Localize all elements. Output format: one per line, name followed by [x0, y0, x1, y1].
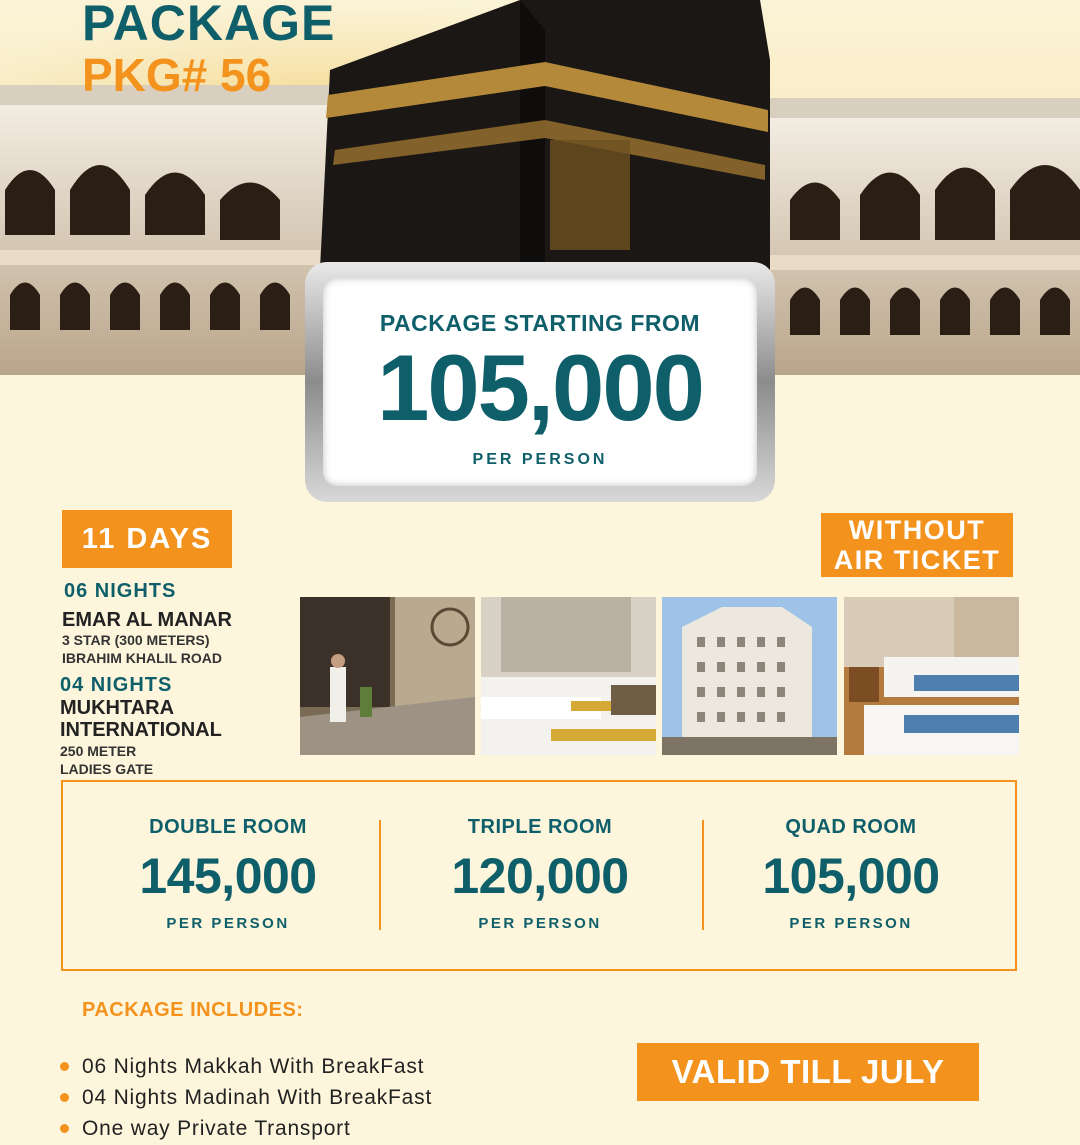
- room-name: TRIPLE ROOM: [467, 816, 613, 838]
- room-per: PER PERSON: [166, 915, 290, 932]
- makkah-hotel-detail: IBRAHIM KHALIL ROAD: [62, 650, 222, 666]
- room-price: 120,000: [451, 848, 629, 904]
- room-name: QUAD ROOM: [785, 816, 917, 838]
- madinah-nights: 04 NIGHTS: [60, 674, 173, 696]
- hotel-building-photo: [662, 597, 837, 755]
- hotel-lobby-photo: [300, 597, 475, 755]
- makkah-hotel-detail: 3 STAR (300 METERS): [62, 632, 210, 648]
- madinah-hotel-detail: 250 METER: [60, 743, 137, 759]
- hotel-photos: [300, 597, 1020, 755]
- starting-price-panel: [323, 278, 757, 486]
- list-item: [60, 1083, 432, 1114]
- room-name: DOUBLE ROOM: [149, 816, 307, 838]
- without-ticket-line2: AIR TICKET: [833, 545, 1001, 575]
- room-prices-panel: [61, 780, 1017, 971]
- quad-room-price: [701, 782, 1001, 969]
- include-text: 04 Nights Madinah With BreakFast: [82, 1086, 433, 1109]
- room-price: 105,000: [762, 848, 940, 904]
- include-text: 06 Nights Makkah With BreakFast: [82, 1055, 425, 1078]
- makkah-hotel-name: EMAR AL MANAR: [62, 609, 232, 631]
- divider: [379, 820, 381, 930]
- room-per: PER PERSON: [789, 915, 913, 932]
- without-ticket-line1: WITHOUT: [848, 515, 986, 545]
- starting-price-per: PER PERSON: [472, 451, 608, 468]
- without-air-ticket-badge: [821, 513, 1013, 577]
- list-item: [60, 1052, 432, 1083]
- starting-price-label: PACKAGE STARTING FROM: [379, 310, 701, 336]
- package-code: PKG# 56: [82, 49, 272, 101]
- validity-badge: VALID TILL JULY: [637, 1043, 979, 1101]
- room-price: 145,000: [139, 848, 317, 904]
- package-includes-list: [60, 1052, 432, 1145]
- madinah-hotel-detail: LADIES GATE: [60, 761, 154, 777]
- double-room-price: [78, 782, 378, 969]
- room-per: PER PERSON: [478, 915, 602, 932]
- hotel-room-photo: [481, 597, 656, 755]
- starting-price-box: [305, 262, 775, 502]
- madinah-hotel-info: [60, 674, 222, 777]
- package-title: PACKAGE: [82, 0, 336, 51]
- makkah-hotel-info: [62, 580, 232, 666]
- makkah-nights: 06 NIGHTS: [64, 580, 177, 602]
- hotel-bedroom-photo: [844, 597, 1019, 755]
- bullet-icon: [60, 1093, 69, 1102]
- madinah-hotel-name: MUKHTARA: [60, 697, 175, 719]
- package-includes-title: PACKAGE INCLUDES:: [82, 999, 304, 1021]
- list-item: [60, 1114, 432, 1145]
- bullet-icon: [60, 1124, 69, 1133]
- bullet-icon: [60, 1062, 69, 1071]
- triple-room-price: [390, 782, 690, 969]
- madinah-hotel-name: INTERNATIONAL: [60, 719, 222, 741]
- starting-price-value: 105,000: [377, 335, 703, 440]
- include-text: One way Private Transport: [82, 1117, 351, 1140]
- duration-badge: 11 DAYS: [62, 510, 232, 568]
